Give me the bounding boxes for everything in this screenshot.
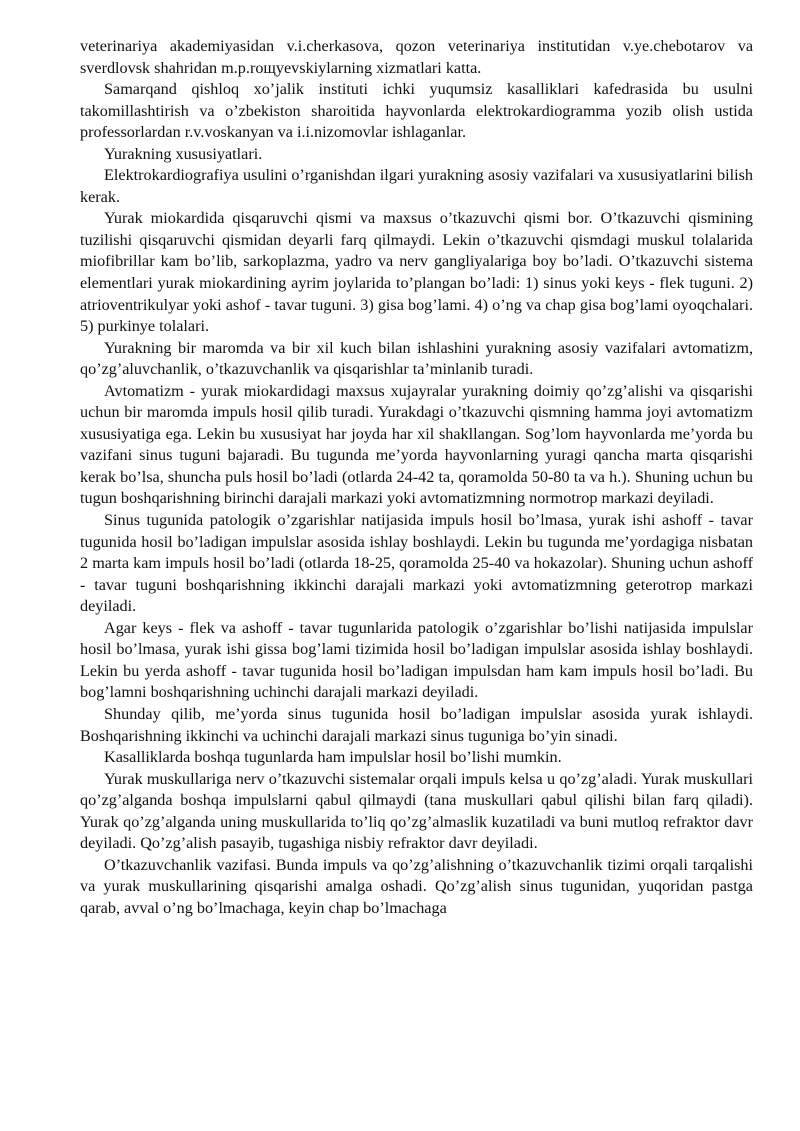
paragraph: O’tkazuvchanlik vazifasi. Bunda impuls va qo’zg’alishning o’tkazuvchanlik tizimi orqali tarqalishi va yurak muskullarining qisqarishi amalga oshadi. Qo’zg’alish sinus tugunidan, yuqoridan pastga qarab, avval o’ng bo’lmachaga, keyin chap bo’lmachaga (80, 855, 753, 917)
paragraph: Shunday qilib, me’yorda sinus tugunida hosil bo’ladigan impulslar asosida yurak ishlaydi. Boshqarishning ikkinchi va uchinchi darajali markazi sinus tuguniga bo’yin sinadi. (80, 704, 753, 745)
paragraph: Agar keys - flek va ashoff - tavar tugunlarida patologik o’zgarishlar bo’lishi natijasida impulslar hosil bo’lmasa, yurak ishi gissa bog’lami tizimida hosil bo’ladigan impulslar asosida ishlay boshlaydi. Lekin bu yerda ashoff - tavar tugunida hosil bo’ladigan impulsdan ham kam impuls hosil bo’ladi. Bu bog’lamni boshqarishning uchinchi darajali markazi deyiladi. (80, 618, 753, 702)
document-page (80, 36, 753, 919)
paragraph: Samarqand qishloq xo’jalik instituti ichki yuqumsiz kasalliklari kafedrasida bu usulni takomillashtirish va o’zbekiston sharoitida hayvonlarda elektrokardiogramma yozib olish ustida professorlardan r.v.voskanyan va i.i.nizomovlar ishlaganlar. (80, 80, 753, 142)
paragraph: Yurakning bir maromda va bir xil kuch bilan ishlashini yurakning asosiy vazifalari avtomatizm, qo’zg’aluvchanlik, o’tkazuvchanlik va qisqarishlar ta’minlanib turadi. (80, 338, 753, 379)
paragraph: Kasalliklarda boshqa tugunlarda ham impulslar hosil bo’lishi mumkin. (104, 748, 562, 767)
paragraph: Elektrokardiografiya usulini o’rganishdan ilgari yurakning asosiy vazifalari va xususiyatlarini bilish kerak. (80, 166, 753, 206)
paragraph: Avtomatizm - yurak miokardidagi maxsus xujayralar yurakning doimiy qo’zg’alishi va qisqarishi uchun bir maromda impuls hosil qilib turadi. Yurakdagi o’tkazuvchi qismning hamma joyi avtomatizm xususiyatiga ega. Lekin bu xususiyat har joyda har xil shakllangan. Sog’lom hayvonlarda me’yorda bu vazifani sinus tuguni bajaradi. Bu tugunda me’yorda hayvonlarning yuragi qancha marta qisqarishi kerak bo’lsa, shuncha puls hosil bo’ladi (otlarda 24-42 ta, qoramolda 50-80 ta va h.). Shuning uchun bu tugun boshqarishning birinchi darajali markazi yoki avtomatizmning normotrop markazi deyiladi. (80, 381, 753, 508)
section-heading: Yurakning xususiyatlari. (104, 144, 263, 163)
paragraph: Yurak miokardida qisqaruvchi qismi va maxsus o’tkazuvchi qismi bor. O’tkazuvchi qismining tuzilishi qisqaruvchi qismidan deyarli farq qilmaydi. Lekin o’tkazuvchi qismdagi muskul tolalarida miofibrillar kam bo’lib, sarkoplazma, yadro va nerv gangliyalariga boy bo’ladi. O’tkazuvchi sistema elementlari yurak miokardining ayrim joylarida to’plangan bo’ladi: 1) sinus yoki keys - flek tuguni. 2) atrioventrikulyar yoki ashof - tavar tuguni. 3) gisa bog’lami. 4) o’ng va chap gisa bog’lami oyoqchalari. 5) purkinye tolalari. (80, 209, 753, 336)
paragraph: Sinus tugunida patologik o’zgarishlar natijasida impuls hosil bo’lmasa, yurak ishi ashoff - tavar tugunida hosil bo’ladigan impulslar asosida ishlay boshlaydi. Lekin bu tugunda me’yordagiga nisbatan 2 marta kam impuls hosil bo’ladi (otlarda 18-25, qoramolda 25-40 va hokazolar). Shuning uchun ashoff - tavar tuguni boshqarishning ikkinchi darajali markazi yoki avtomatizmning geterotrop markazi deyiladi. (80, 511, 753, 616)
paragraph-continuation: veterinariya akademiyasidan v.i.cherkasova, qozon veterinariya institutidan v.ye.chebotarov va sverdlovsk shahridan m.p.roщyevskiylarning xizmatlari katta. (80, 37, 753, 77)
paragraph: Yurak muskullariga nerv o’tkazuvchi sistemalar orqali impuls kelsa u qo’zg’aladi. Yurak muskullari qo’zg’alganda boshqa impulslarni qabul qilmaydi (tana muskullari qabul qilishi bilan farq qiladi). Yurak qo’zg’alganda uning muskullarida to’liq qo’zg’almaslik kuzatiladi va buni mutloq refraktor davr deyiladi. Qo’zg’alish pasayib, tugashiga nisbiy refraktor davr deyiladi. (80, 769, 753, 853)
